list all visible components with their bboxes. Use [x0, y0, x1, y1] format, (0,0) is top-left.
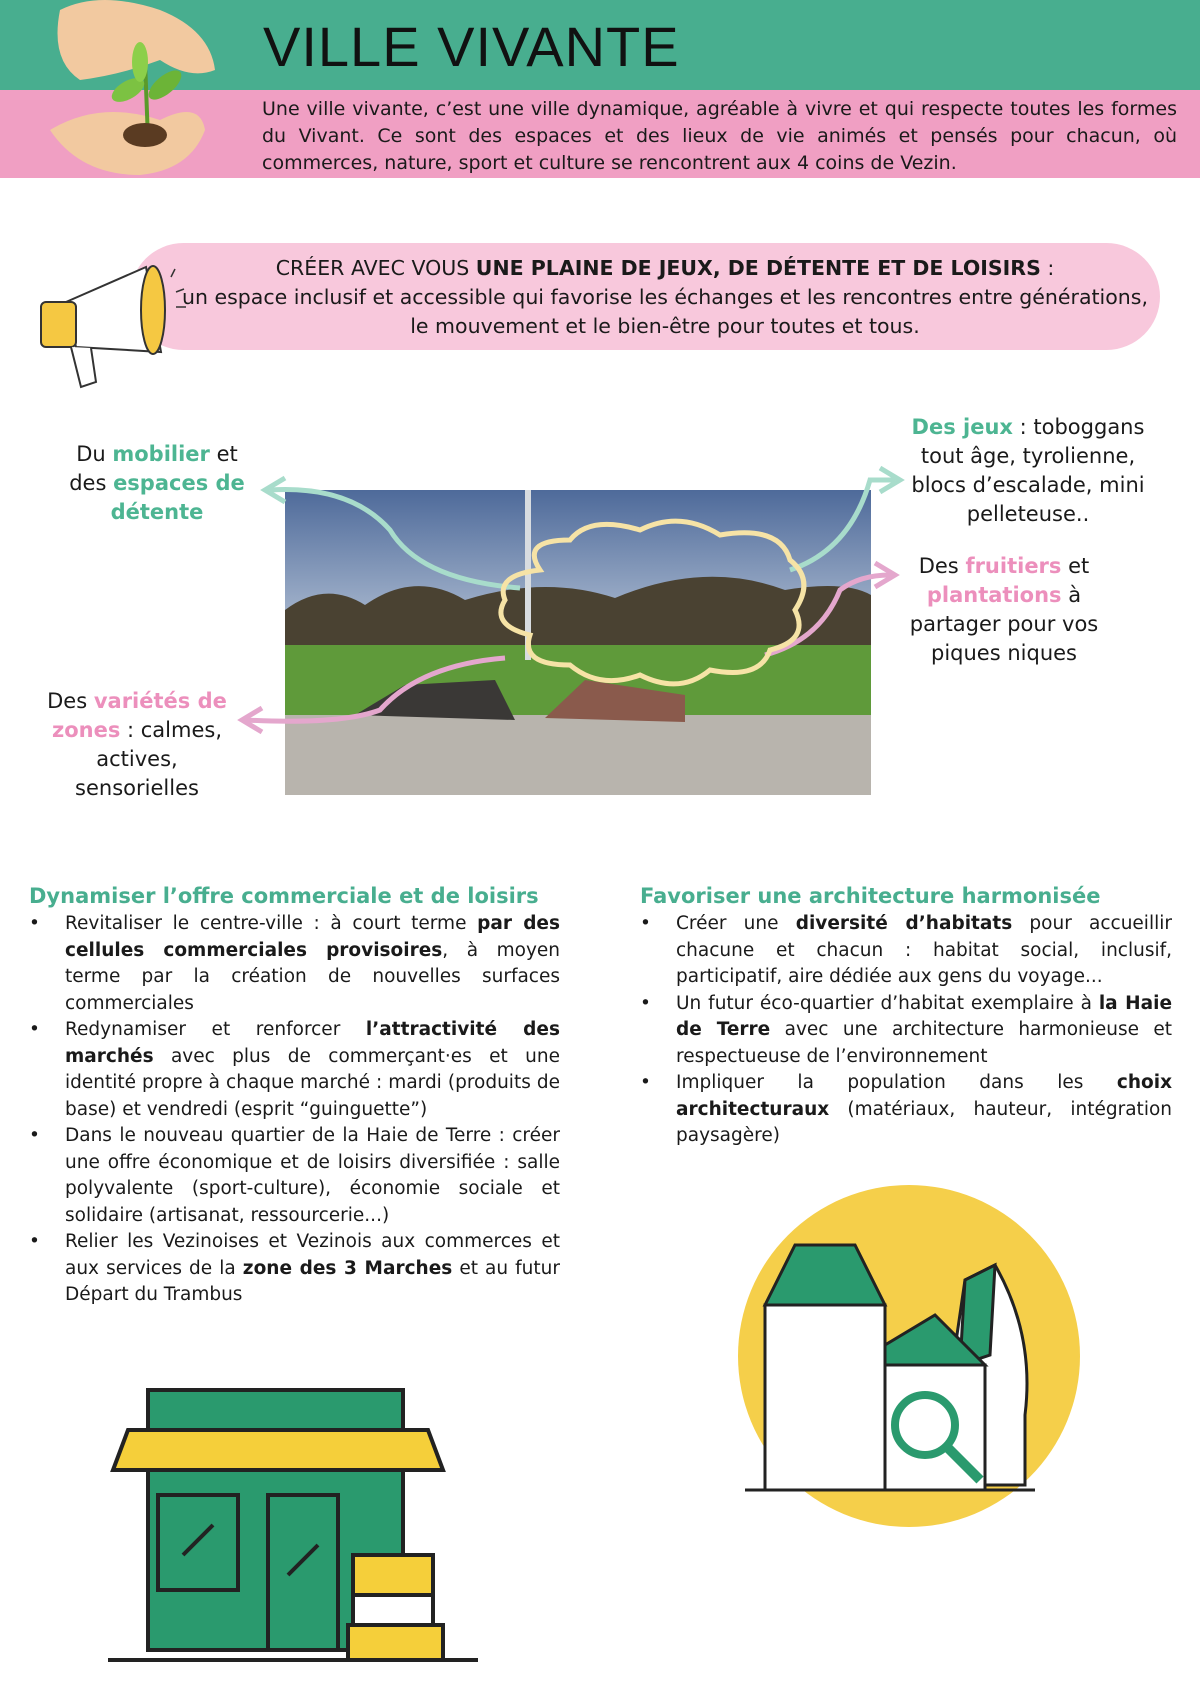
- label-text: : toboggans tout âge, tyrolienne, blocs d’escalade, mini pelleteuse..: [911, 415, 1145, 526]
- list-item: • Relier les Vezinoises et Vezinois aux commerces et aux services de la zone des 3 Marches et au futur Départ du Trambus: [29, 1229, 560, 1309]
- label-zones: [37, 687, 237, 803]
- callout-lead-bold: UNE PLAINE DE JEUX, DE DÉTENTE ET DE LOISIRS: [475, 256, 1041, 280]
- label-text: à partager pour vos piques niques: [909, 583, 1099, 665]
- callout-lead-end: :: [1040, 256, 1055, 280]
- list-item: • Impliquer la population dans les choix architecturaux (matériaux, hauteur, intégration paysagère): [640, 1070, 1172, 1150]
- label-text: Du: [76, 442, 113, 466]
- label-text: Des: [918, 554, 966, 578]
- list-item: • Redynamiser et renforcer l’attractivité des marchés avec plus de commerçant·es et une identité propre à chaque marché : mardi (produits de base) et vendredi (esprit “guinguette”): [29, 1017, 560, 1123]
- label-text: et des: [69, 442, 238, 495]
- callout-text: [180, 254, 1150, 341]
- shop-illustration: [108, 1385, 478, 1670]
- right-list: [640, 911, 1172, 1150]
- list-item: • Revitaliser le centre-ville : à court terme par des cellules commerciales provisoires, à moyen terme par la création de nouvelles surfaces commerciales: [29, 911, 560, 1017]
- architecture-illustration: [735, 1185, 1085, 1530]
- megaphone-icon: [36, 262, 186, 397]
- list-item: • Créer une diversité d’habitats pour accueillir chacune et chacun : habitat social, inclusif, participatif, aire dédiée aux gens du voyage...: [640, 911, 1172, 991]
- callout-body: un espace inclusif et accessible qui favorise les échanges et les rencontres entre générations, le mouvement et le bien-être pour toutes et tous.: [182, 285, 1148, 338]
- hands-plant-icon: [40, 0, 230, 180]
- label-jeux: [903, 413, 1153, 529]
- list-item: • Dans le nouveau quartier de la Haie de Terre : créer une offre économique et de loisirs diversifiée : salle polyvalente (sport-culture), économie sociale et solidaire (artisanat, ressourcerie...): [29, 1123, 560, 1229]
- left-list: [29, 911, 560, 1309]
- intro-text: Une ville vivante, c’est une ville dynamique, agréable à vivre et qui respecte toutes les formes du Vivant. Ce sont des espaces et des lieux de vie animés et pensés pour chacun, où commerces, nature, sport et culture se rencontrent aux 4 coins de Vezin.: [262, 98, 1177, 174]
- label-highlight: plantations: [926, 583, 1062, 607]
- right-heading: Favoriser une architecture harmonisée: [640, 884, 1101, 908]
- callout-lead: CRÉER AVEC VOUS: [275, 256, 476, 280]
- label-highlight: Des jeux: [911, 415, 1013, 439]
- label-highlight: variétés de zones: [51, 689, 227, 742]
- label-text: et: [1061, 554, 1090, 578]
- page-title: VILLE VIVANTE: [263, 15, 680, 78]
- label-fruitiers: [889, 552, 1119, 668]
- label-highlight: mobilier: [112, 442, 210, 466]
- left-heading: Dynamiser l’offre commerciale et de loisirs: [29, 884, 539, 908]
- label-text: Des: [47, 689, 94, 713]
- label-highlight: fruitiers: [965, 554, 1062, 578]
- label-mobilier: [57, 440, 257, 527]
- label-text: : calmes, actives, sensorielles: [75, 718, 222, 800]
- label-highlight: espaces de détente: [110, 471, 245, 524]
- list-item: • Un futur éco-quartier d’habitat exemplaire à la Haie de Terre avec une architecture harmonieuse et respectueuse de l’environnement: [640, 991, 1172, 1071]
